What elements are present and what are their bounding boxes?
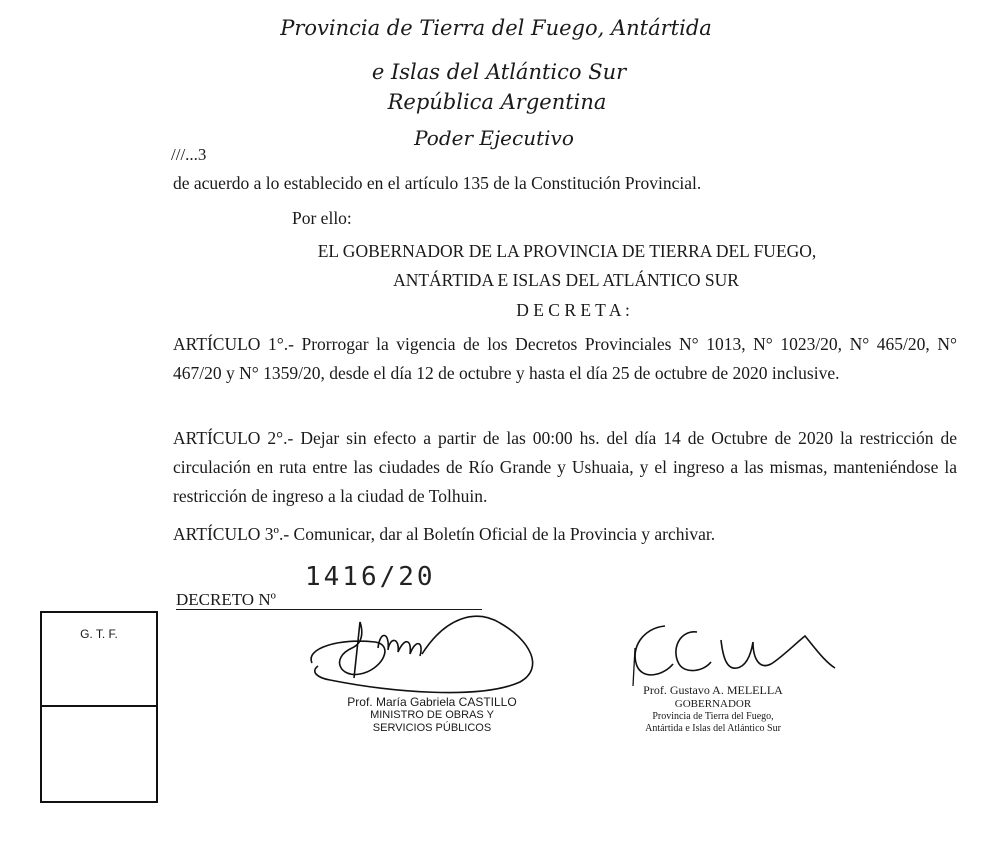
por-ello: Por ello: (292, 208, 352, 228)
decree-label: DECRETO Nº (176, 590, 276, 609)
authority-line-1: EL GOBERNADOR DE LA PROVINCIA DE TIERRA DEL FUEGO, (317, 241, 817, 261)
governor-province-1: Provincia de Tierra del Fuego, (652, 711, 774, 722)
page-reference: ///...3 (171, 145, 207, 164)
governor-province-2: Antártida e Islas del Atlántico Sur (645, 723, 781, 734)
minister-role-1: MINISTRO DE OBRAS Y (370, 709, 494, 721)
header-republic: República Argentina (387, 90, 607, 114)
authority-line-2: ANTÁRTIDA E ISLAS DEL ATLÁNTICO SUR (393, 270, 739, 290)
article-2: ARTÍCULO 2°.- Dejar sin efecto a partir de las 00:00 hs. del día 14 de Octubre de 2020 la restricción de circulación en ruta entre las ciudades de Río Grande y Ushuaia, y el ingreso a las mismas, manteniéndose la restricción de ingreso a la ciudad de Tolhuin. (173, 428, 957, 506)
gtf-box-lower (40, 705, 158, 803)
article-3: ARTÍCULO 3º.- Comunicar, dar al Boletín Oficial de la Provincia y archivar. (173, 524, 716, 544)
gtf-box (40, 611, 158, 707)
minister-signature (300, 608, 550, 703)
governor-signature-block (598, 683, 828, 735)
governor-name: Prof. Gustavo A. MELELLA (643, 683, 783, 697)
minister-signature-block (332, 695, 532, 735)
minister-name: Prof. María Gabriela CASTILLO (347, 695, 517, 709)
decree-number-stamp: 1416/20 (305, 562, 436, 592)
gtf-label: G. T. F. (80, 627, 118, 641)
article-1: ARTÍCULO 1°.- Prorrogar la vigencia de los Decretos Provinciales N° 1013, N° 1023/20, N° 465/20, N° 467/20 y N° 1359/20, desde el día 12 de octubre y hasta el día 25 de octubre de 2020 inclusive. (173, 334, 957, 383)
minister-role-2: SERVICIOS PÚBLICOS (372, 722, 492, 734)
intro-line: de acuerdo a lo establecido en el artículo 135 de la Constitución Provincial. (173, 173, 702, 193)
header-executive: Poder Ejecutivo (414, 126, 574, 150)
header-islands: e Islas del Atlántico Sur (371, 60, 627, 84)
header-province: Provincia de Tierra del Fuego, Antártida (280, 16, 712, 40)
governor-role: GOBERNADOR (674, 698, 752, 710)
governor-signature (625, 618, 845, 688)
decreta-heading: D E C R E T A : (516, 300, 630, 320)
